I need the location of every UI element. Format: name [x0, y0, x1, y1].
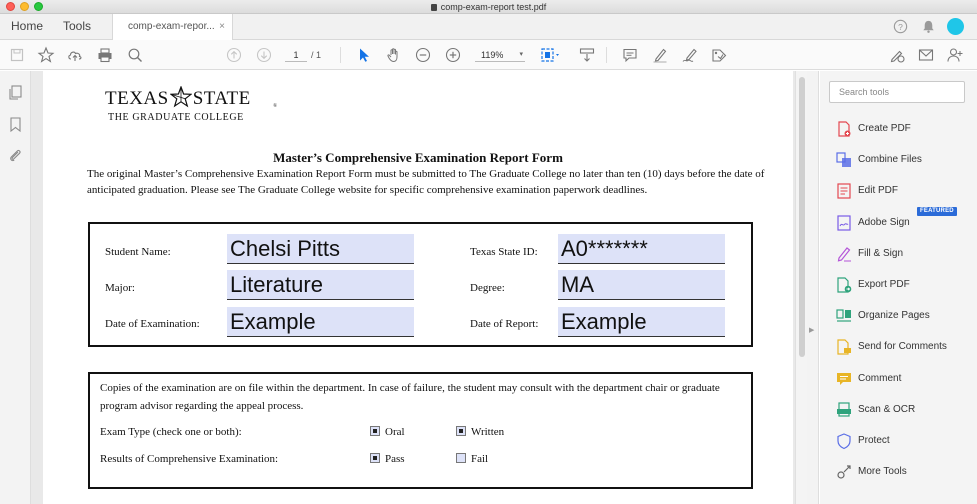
zoom-level-select[interactable] — [475, 48, 525, 62]
tool-organize-pages[interactable] — [835, 306, 975, 326]
tab-bar — [0, 14, 977, 40]
page-display-mode-icon[interactable] — [540, 46, 564, 64]
tool-combine-files[interactable] — [835, 150, 975, 170]
document-icon — [431, 4, 437, 11]
fail-label: Fail — [471, 453, 489, 465]
more-tools-icon — [835, 463, 853, 481]
fill-sign-icon — [835, 245, 853, 263]
combine-files-icon — [835, 151, 853, 169]
student-info-box — [88, 222, 753, 347]
intro-paragraph: The original Master’s Comprehensive Examination Report Form must be submitted to The Graduate College no later than ten (10) days before the date of anticipated graduation. Please see The Graduate College website for specific comprehensive examination paperwork deadlines. — [87, 168, 765, 196]
logo-wordmark — [105, 86, 251, 110]
document-tab[interactable] — [112, 14, 233, 41]
bookmark-star-icon[interactable] — [37, 46, 55, 64]
tool-label: Combine Files — [858, 154, 922, 166]
tool-send-for-comments[interactable] — [835, 337, 975, 357]
page-total: / 1 — [311, 50, 322, 60]
major-label: Major: — [105, 282, 135, 294]
zoom-dropdown-caret: ▾ — [519, 51, 523, 58]
previous-page-icon[interactable] — [225, 46, 243, 64]
texas-state-logo — [105, 86, 275, 126]
export-pdf-icon — [835, 276, 853, 294]
next-page-icon[interactable] — [255, 46, 273, 64]
create-pdf-icon — [835, 120, 853, 138]
tool-label: Fill & Sign — [858, 247, 904, 259]
pass-label: Pass — [385, 453, 405, 465]
tool-label: Create PDF — [858, 123, 911, 134]
tool-label: Adobe Sign — [858, 216, 910, 228]
date-of-report-label: Date of Report: — [470, 318, 539, 330]
zoom-in-icon[interactable] — [444, 46, 462, 64]
oral-label: Oral — [385, 426, 405, 438]
close-tab-icon[interactable]: × — [219, 21, 225, 32]
student-name-label: Student Name: — [105, 246, 171, 258]
tool-label: Comment — [858, 372, 902, 384]
written-label: Written — [471, 426, 505, 438]
document-tab-label: comp-exam-repor... — [128, 21, 215, 32]
degree-field[interactable]: MA — [558, 270, 725, 300]
fail-checkbox[interactable] — [456, 453, 466, 463]
edit-pdf-icon — [835, 182, 853, 200]
logo-registered-mark: ® — [273, 104, 277, 109]
tools-menu[interactable]: Tools — [63, 19, 92, 33]
tool-label: Protect — [858, 435, 890, 446]
scan-ocr-icon — [835, 401, 853, 419]
form-title: Master’s Comprehensive Examination Report Form — [273, 150, 563, 165]
toolbar-divider — [606, 47, 607, 63]
page-number-input[interactable]: 1 — [285, 48, 307, 62]
texas-state-id-label: Texas State ID: — [470, 246, 538, 258]
tag-label-icon[interactable] — [710, 46, 728, 64]
search-tools-input[interactable]: Search tools — [829, 81, 965, 103]
tool-scan-ocr[interactable] — [835, 400, 975, 420]
svg-text:?: ? — [898, 21, 903, 32]
highlight-pen-icon[interactable] — [651, 46, 669, 64]
document-viewport — [31, 71, 795, 504]
zoom-out-icon[interactable] — [414, 46, 432, 64]
select-cursor-icon[interactable] — [355, 46, 373, 64]
organize-pages-icon — [835, 307, 853, 325]
student-name-field[interactable]: Chelsi Pitts — [227, 234, 414, 264]
bookmarks-icon[interactable] — [7, 116, 24, 133]
date-of-exam-field[interactable]: Example — [227, 307, 414, 337]
scrollbar-thumb[interactable] — [799, 77, 805, 357]
notifications-bell-icon[interactable] — [920, 18, 937, 35]
toolbar — [0, 40, 977, 70]
title-bar — [0, 0, 977, 14]
scroll-mode-icon[interactable] — [578, 46, 596, 64]
page-thumbnails-icon[interactable] — [7, 84, 24, 101]
tool-more-tools[interactable] — [835, 462, 975, 482]
tool-create-pdf[interactable] — [835, 119, 975, 139]
major-field[interactable]: Literature — [227, 270, 414, 300]
tool-label: More Tools — [858, 466, 907, 478]
share-link-icon[interactable] — [888, 46, 906, 64]
tool-label: Scan & OCR — [858, 403, 916, 415]
find-search-icon[interactable] — [126, 46, 144, 64]
right-panel-collapse-icon[interactable]: ▶ — [809, 327, 815, 334]
pass-checkbox[interactable] — [370, 453, 380, 463]
add-comment-icon[interactable] — [621, 46, 639, 64]
protect-icon — [835, 432, 853, 450]
logo-star-icon — [170, 86, 192, 108]
results-label: Results of Comprehensive Examination: — [100, 453, 279, 465]
send-for-comments-icon — [835, 338, 853, 356]
tool-label: Organize Pages — [858, 310, 930, 322]
logo-wordmark-right: STATE — [192, 88, 251, 109]
upload-cloud-icon[interactable] — [66, 46, 84, 64]
tool-label: Edit PDF — [858, 185, 899, 197]
add-user-icon[interactable] — [946, 46, 964, 64]
help-icon[interactable] — [892, 18, 909, 35]
document-scrollbar[interactable] — [795, 71, 807, 504]
window-title-wrap — [0, 0, 977, 14]
exam-details-box — [88, 372, 753, 489]
sign-document-icon[interactable] — [681, 46, 699, 64]
tool-edit-pdf[interactable] — [835, 181, 975, 201]
date-of-report-field[interactable]: Example — [558, 307, 725, 337]
save-icon[interactable] — [8, 46, 26, 64]
logo-subtitle: THE GRADUATE COLLEGE — [108, 112, 244, 123]
tool-protect[interactable] — [835, 431, 975, 451]
copies-paragraph: Copies of the examination are on file within the department. In case of failure, the student may consult with the department chair or graduate program advisor regarding the appeal process. — [100, 382, 720, 412]
tool-comment[interactable] — [835, 369, 975, 389]
texas-state-id-field[interactable]: A0******* — [558, 234, 725, 264]
date-of-exam-label: Date of Examination: — [105, 318, 200, 330]
email-envelope-icon[interactable] — [917, 46, 935, 64]
oral-checkbox[interactable] — [370, 426, 380, 436]
written-checkbox[interactable] — [456, 426, 466, 436]
exam-type-label: Exam Type (check one or both): — [100, 426, 242, 438]
right-panel-gutter — [807, 71, 819, 504]
degree-label: Degree: — [470, 282, 505, 294]
featured-badge: FEATURED — [917, 207, 957, 216]
print-icon[interactable] — [96, 46, 114, 64]
toolbar-divider — [340, 47, 341, 63]
comment-icon — [835, 370, 853, 388]
tool-label: Send for Comments — [858, 341, 947, 353]
left-navigation-rail — [0, 71, 31, 504]
tool-export-pdf[interactable] — [835, 275, 975, 295]
home-menu[interactable]: Home — [11, 19, 44, 33]
tool-fill-sign[interactable] — [835, 244, 975, 264]
zoom-level-value: 119% — [481, 50, 504, 60]
attachments-paperclip-icon[interactable] — [7, 147, 24, 164]
hand-tool-icon[interactable] — [385, 46, 403, 64]
user-avatar[interactable] — [946, 17, 965, 36]
logo-wordmark-left: TEXAS — [105, 88, 169, 109]
tool-label: Export PDF — [858, 279, 910, 290]
tools-panel — [820, 71, 977, 504]
window-title: comp-exam-report test.pdf — [440, 2, 547, 12]
pdf-page — [43, 71, 793, 504]
adobe-sign-icon — [835, 214, 853, 232]
